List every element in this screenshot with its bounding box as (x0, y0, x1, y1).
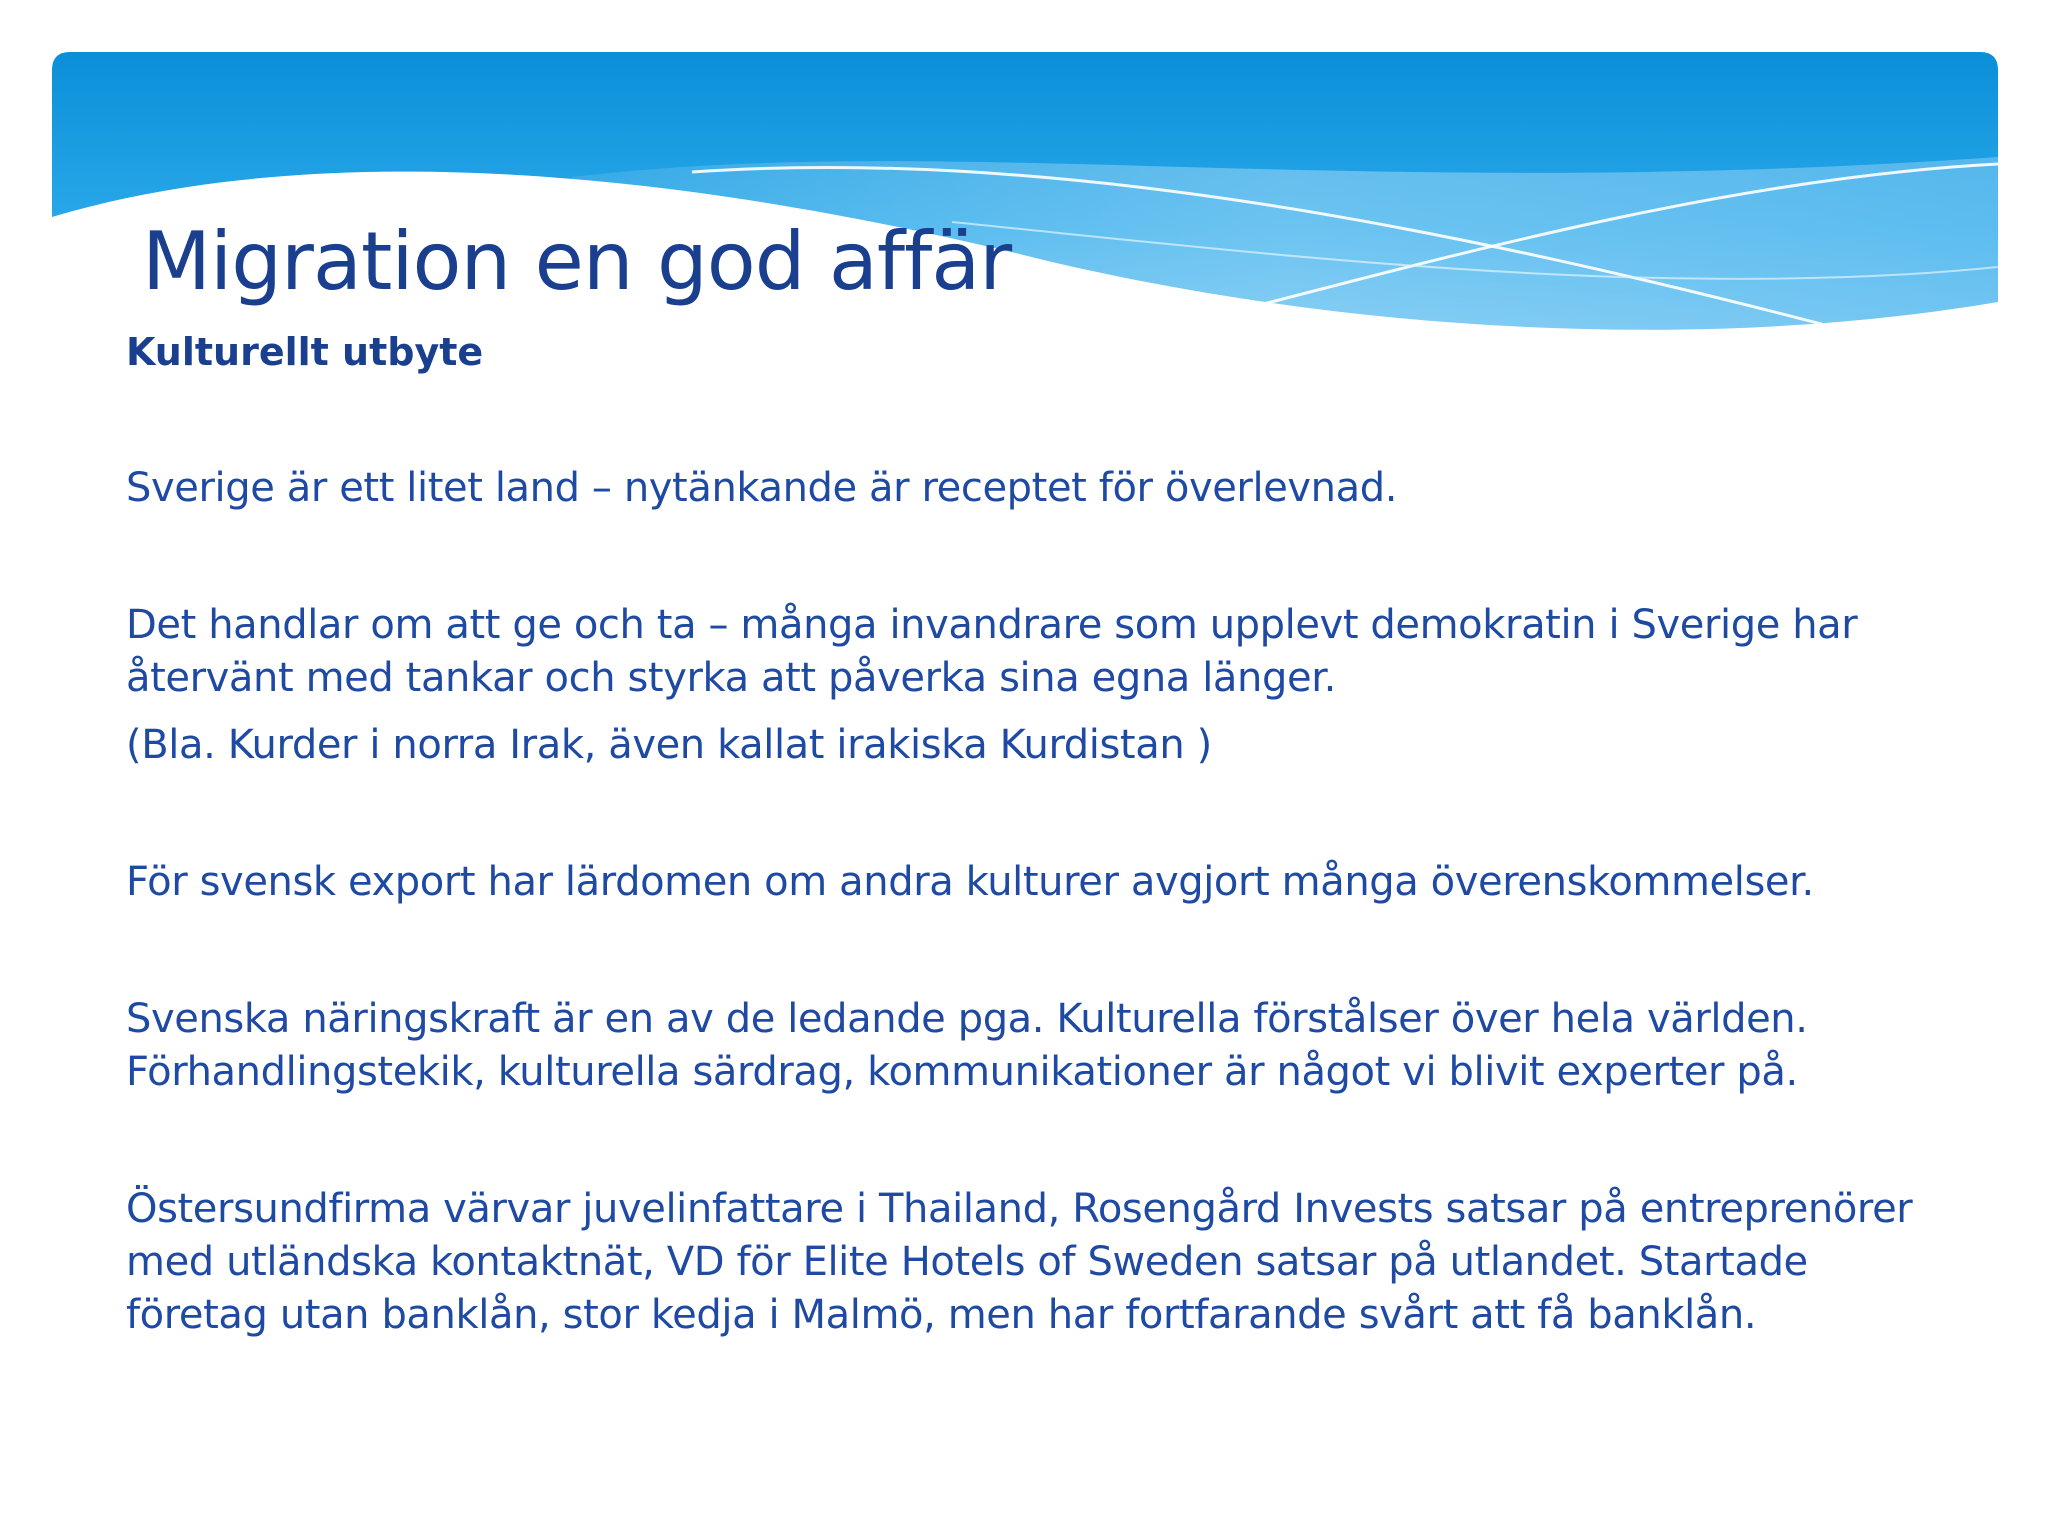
body-paragraph: Sverige är ett litet land – nytänkande är receptet för överlevnad. (126, 465, 1398, 511)
body-paragraph: Svenska näringskraft är en av de ledande pga. Kulturella förstålser över hela världen. Förhandlingstekik, kulturella särdrag, kommunikationer är något vi blivit experter på. (126, 996, 1808, 1095)
header-wave-banner (52, 52, 1998, 372)
wave-graphic (52, 52, 1998, 372)
body-paragraph: För svensk export har lärdomen om andra kulturer avgjort många överenskommelser. (126, 859, 1814, 905)
body-paragraph: (Bla. Kurder i norra Irak, även kallat irakiska Kurdistan ) (126, 722, 1212, 768)
slide-body (126, 326, 1926, 1342)
section-heading: Kulturellt utbyte (126, 330, 484, 374)
body-paragraph: Det handlar om att ge och ta – många invandrare som upplevt demokratin i Sverige har återvänt med tankar och styrka att påverka sina egna länger. (126, 602, 1858, 701)
slide-title: Migration en god affär (142, 215, 1012, 308)
body-paragraph: Östersundfirma värvar juvelinfattare i Thailand, Rosengård Invests satsar på entreprenörer med utländska kontaktnät, VD för Elite Hotels of Sweden satsar på utlandet. Startade företag utan banklån, stor kedja i Malmö, men har fortfarande svårt att få banklån. (126, 1186, 1913, 1338)
